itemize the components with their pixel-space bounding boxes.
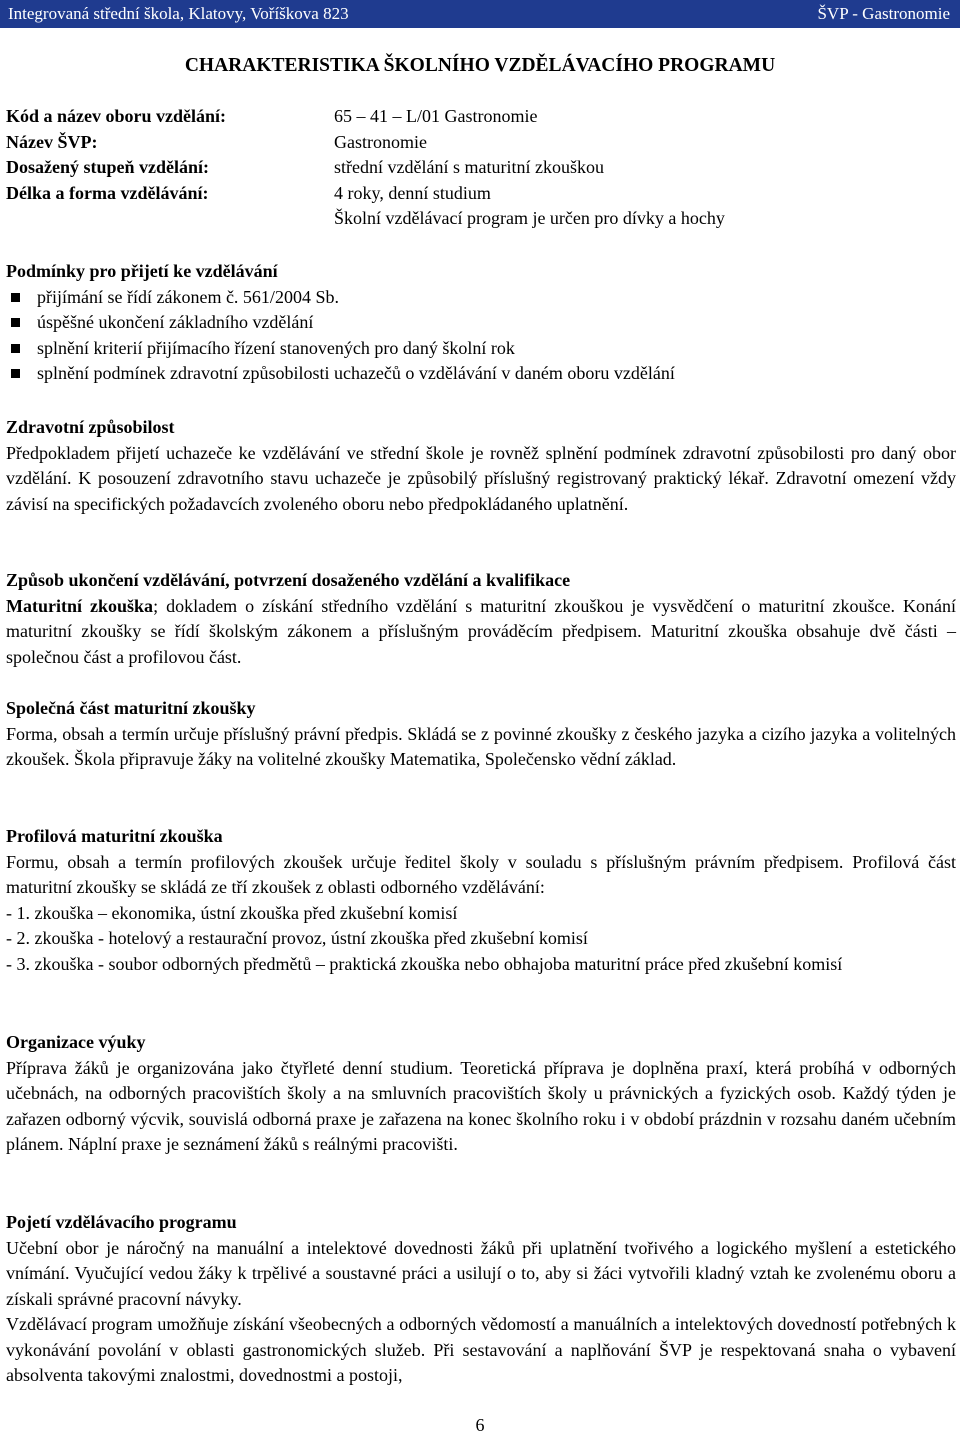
square-bullet-icon <box>11 293 20 302</box>
info-value: střední vzdělání s maturitní zkouškou <box>334 157 604 177</box>
exam-line: - 3. zkouška - soubor odborných předmětů – praktická zkouška nebo obhajoba maturitní práce před zkušební komisí <box>6 953 843 974</box>
section-text: Příprava žáků je organizována jako čtyřleté denní studium. Teoretická příprava je doplněna praxí, která probíhá v odborných učebnách, na odborných pracovištích školy a na smluvních pracovištích školy u právnických a fyzických osob. Každý týden je zařazen odborný výcvik, souvislá odborná praxe je zařazena na konec školního roku i v období prázdnin v rozsahu daném učebním plánem. Náplní praxe je seznámení žáků s reálnými pracovišti. <box>6 1057 956 1154</box>
completion-text: ; dokladem o získání středního vzdělání s maturitní zkouškou je vysvědčení o maturitní zkoušce. Konání maturitní zkoušky se řídí školským zákonem a příslušným prováděcím předpisem. Maturitní zkouška obsahuje dvě části – společnou část a profilovou část. <box>6 595 956 667</box>
list-item-text: splnění kriterií přijímacího řízení stanovených pro daný školní rok <box>37 337 515 358</box>
info-label <box>6 206 334 232</box>
section-heading: Způsob ukončení vzdělávání, potvrzení dosaženého vzdělání a kvalifikace <box>6 570 571 590</box>
common-part-section <box>6 696 956 773</box>
section-text: Vzdělávací program umožňuje získání všeobecných a odborných vědomostí a manuálních a intelektových dovedností potřebných k vykonávání povolání v oblasti gastronomických služeb. Při sestavování a naplňování ŠVP je respektovaná snaha o vybavení absolventa takovými znalostmi, dovednostmi a postoji, <box>6 1314 956 1385</box>
list-item-text: úspěšné ukončení základního vzdělání <box>37 312 314 332</box>
list-item-text: přijímání se řídí zákonem č. 561/2004 Sb. <box>37 286 339 307</box>
bold-lead: Maturitní zkouška <box>6 595 154 616</box>
organization-section <box>6 1030 956 1158</box>
section-heading: Profilová maturitní zkouška <box>6 826 223 846</box>
admission-section <box>6 259 956 387</box>
list-item <box>6 336 956 362</box>
page-title: CHARAKTERISTIKA ŠKOLNÍHO VZDĚLÁVACÍHO PROGRAMU <box>184 55 776 76</box>
list-item-text: splnění podmínek zdravotní způsobilosti uchazečů o vzdělávání v daném oboru vzdělání <box>37 363 675 383</box>
info-value: 65 – 41 – L/01 Gastronomie <box>334 106 538 126</box>
concept-section <box>6 1210 956 1389</box>
section-text: Forma, obsah a termín určuje příslušný právní předpis. Skládá se z povinné zkoušky z českého jazyka a cizího jazyka a volitelných zkoušek. Škola připravuje žáky na volitelné zkoušky Matematika, Společensko vědní základ. <box>6 723 956 769</box>
info-label: Dosažený stupeň vzdělání: <box>6 157 210 177</box>
exam-line: - 2. zkouška - hotelový a restaurační provoz, ústní zkouška před zkušební komisí <box>6 928 588 948</box>
page-number: 6 <box>475 1415 485 1435</box>
info-value: Školní vzdělávací program je určen pro dívky a hochy <box>334 208 725 228</box>
info-value: 4 roky, denní studium <box>334 182 491 203</box>
square-bullet-icon <box>11 344 20 353</box>
section-heading: Pojetí vzdělávacího programu <box>6 1212 237 1232</box>
health-section <box>6 415 956 517</box>
info-row <box>6 130 725 156</box>
exam-line: - 1. zkouška – ekonomika, ústní zkouška před zkušební komisí <box>6 902 458 923</box>
info-value: Gastronomie <box>334 131 427 152</box>
section-heading: Společná část maturitní zkoušky <box>6 698 256 718</box>
info-row <box>6 155 725 181</box>
info-label: Název ŠVP: <box>6 131 98 152</box>
section-heading: Zdravotní způsobilost <box>6 417 175 437</box>
section-heading: Podmínky pro přijetí ke vzdělávání <box>6 261 278 281</box>
section-text: Učební obor je náročný na manuální a intelektové dovednosti žáků při uplatnění tvořivého a logického myšlení a estetického vnímání. Vyučující vedou žáky k trpělivé a soustavné práci a usilují o to, aby si žáci vytvořili kladný vztah ke zvolenému oboru a získali správné pracovní návyky. <box>6 1237 956 1309</box>
info-label: Kód a název oboru vzdělání: <box>6 106 227 126</box>
square-bullet-icon <box>11 369 20 378</box>
section-heading: Organizace výuky <box>6 1032 146 1052</box>
header-bar <box>0 0 960 28</box>
admission-list <box>6 285 956 387</box>
section-text <box>6 594 956 671</box>
program-info <box>6 104 725 232</box>
header-school: Integrovaná střední škola, Klatovy, Voříškova 823 <box>8 4 349 23</box>
list-item <box>6 361 956 387</box>
section-text: Předpokladem přijetí uchazeče ke vzdělávání ve střední škole je rovněž splnění podmínek zdravotní způsobilosti pro daný obor vzdělání. K posouzení zdravotního stavu uchazeče je způsobilý příslušný registrovaný praktický lékař. Zdravotní omezení vždy závisí na specifických požadavcích zvoleného oboru nebo předpokládaného uplatnění. <box>6 442 956 514</box>
completion-section <box>6 568 956 670</box>
profile-part-section <box>6 824 956 977</box>
info-row <box>6 206 725 232</box>
info-row <box>6 104 725 130</box>
list-item <box>6 285 956 311</box>
square-bullet-icon <box>11 318 20 327</box>
info-row <box>6 181 725 207</box>
list-item <box>6 310 956 336</box>
info-label: Délka a forma vzdělávání: <box>6 182 209 203</box>
header-program: ŠVP - Gastronomie <box>817 4 950 23</box>
section-text: Formu, obsah a termín profilových zkoušek určuje ředitel školy v souladu s příslušným právním předpisem. Profilová část maturitní zkoušky se skládá ze tří zkoušek z oblasti odborného vzdělávání: <box>6 851 956 897</box>
